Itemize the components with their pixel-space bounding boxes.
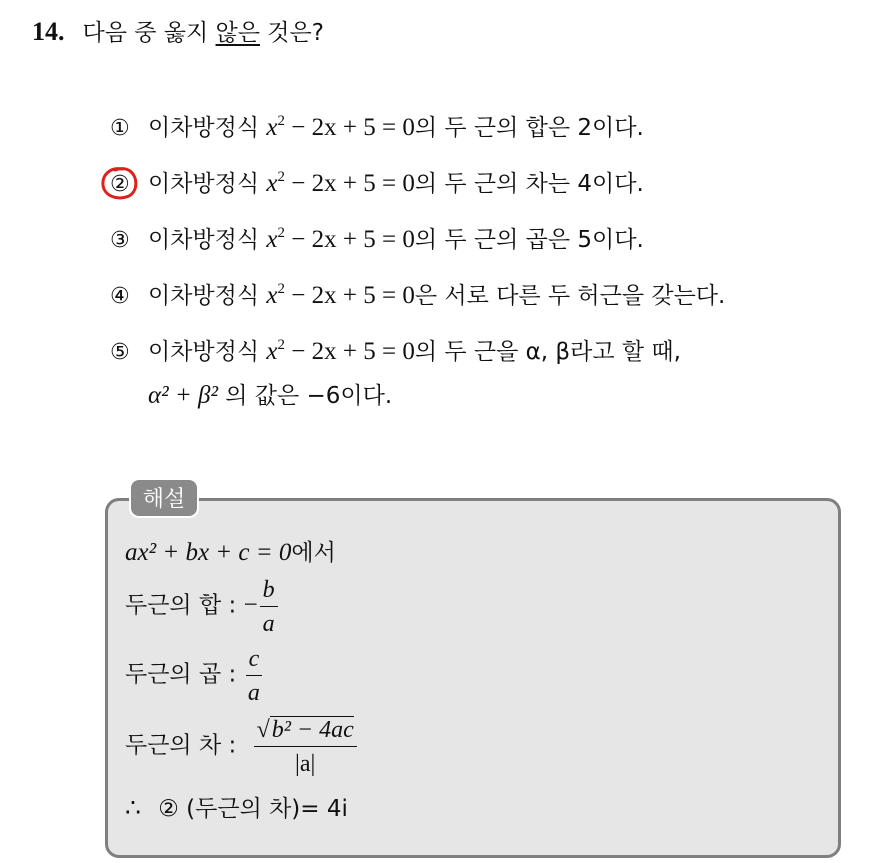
- sum-numerator: b: [260, 576, 278, 607]
- solution-line-product: [125, 645, 264, 706]
- product-label: 두근의 곱 :: [125, 661, 237, 688]
- difference-label: 두근의 차 :: [125, 732, 237, 759]
- difference-numerator: [254, 716, 357, 747]
- option-mark: ②: [110, 172, 130, 197]
- option-text-post: 의 두 근을 α, β라고 할 때,: [414, 339, 681, 365]
- sum-denominator: a: [262, 611, 275, 637]
- option-mark: ④: [110, 284, 130, 309]
- question-text: [83, 20, 324, 46]
- product-fraction: [246, 645, 263, 706]
- option-5[interactable]: [110, 332, 725, 428]
- option-mark: ③: [110, 228, 130, 253]
- option-5-line2-text: 의 값은 −6이다.: [217, 383, 393, 409]
- option-2[interactable]: [110, 164, 725, 220]
- option-equation: $x^2 - 2x + 5 = 0$: [266, 225, 415, 253]
- solution-line-difference: [125, 716, 359, 777]
- radical-sign: √: [256, 717, 270, 743]
- option-text-pre: 이차방정식: [148, 227, 260, 253]
- option-5-line2-math: α² + β²: [148, 382, 218, 409]
- option-mark: ⑤: [110, 340, 130, 365]
- option-1[interactable]: [110, 108, 725, 164]
- conclusion-text: (두근의 차)= 4i: [186, 796, 348, 822]
- option-text-post: 의 두 근의 합은 2이다.: [414, 115, 644, 141]
- option-text-pre: 이차방정식: [148, 171, 260, 197]
- option-text-post: 은 서로 다른 두 허근을 갖는다.: [414, 283, 726, 309]
- solution-equation-suffix: 에서: [291, 540, 336, 566]
- therefore-symbol: ∴: [125, 795, 141, 822]
- question-text-pre: 다음 중 옳지: [82, 20, 216, 46]
- option-equation: $x^2 - 2x + 5 = 0$: [266, 337, 415, 365]
- question-number: 14.: [32, 17, 65, 46]
- option-4[interactable]: [110, 276, 725, 332]
- sum-label: 두근의 합 :: [125, 592, 237, 619]
- sum-fraction: [260, 576, 278, 637]
- option-text-pre: 이차방정식: [148, 283, 260, 309]
- option-text-post: 의 두 근의 차는 4이다.: [414, 171, 644, 197]
- solution-line-sum: [125, 576, 280, 637]
- product-numerator: c: [246, 645, 263, 676]
- question-text-post: 것은?: [259, 20, 324, 46]
- question-header: [32, 14, 324, 47]
- option-text-pre: 이차방정식: [148, 115, 260, 141]
- difference-denominator: |a|: [295, 751, 316, 777]
- option-5-line2: [148, 376, 392, 416]
- question-text-underlined: 않은: [215, 20, 260, 46]
- solution-line-conclusion: [125, 790, 348, 823]
- option-equation: $x^2 - 2x + 5 = 0$: [266, 169, 415, 197]
- option-equation: $x^2 - 2x + 5 = 0$: [266, 113, 415, 141]
- option-3[interactable]: [110, 220, 725, 276]
- solution-equation: ax² + bx + c = 0: [125, 539, 292, 566]
- difference-fraction: [254, 716, 357, 777]
- conclusion-mark: ②: [158, 796, 179, 822]
- product-denominator: a: [247, 680, 260, 706]
- solution-line-equation: [125, 534, 336, 567]
- option-text-pre: 이차방정식: [148, 339, 260, 365]
- option-mark: ①: [110, 116, 130, 141]
- sum-sign: −: [243, 591, 258, 619]
- option-list: [110, 108, 725, 428]
- option-equation: $x^2 - 2x + 5 = 0$: [266, 281, 415, 309]
- option-text-post: 의 두 근의 곱은 5이다.: [414, 227, 644, 253]
- solution-tag: 해설: [129, 478, 199, 518]
- difference-radicand: b² − 4ac: [271, 717, 354, 743]
